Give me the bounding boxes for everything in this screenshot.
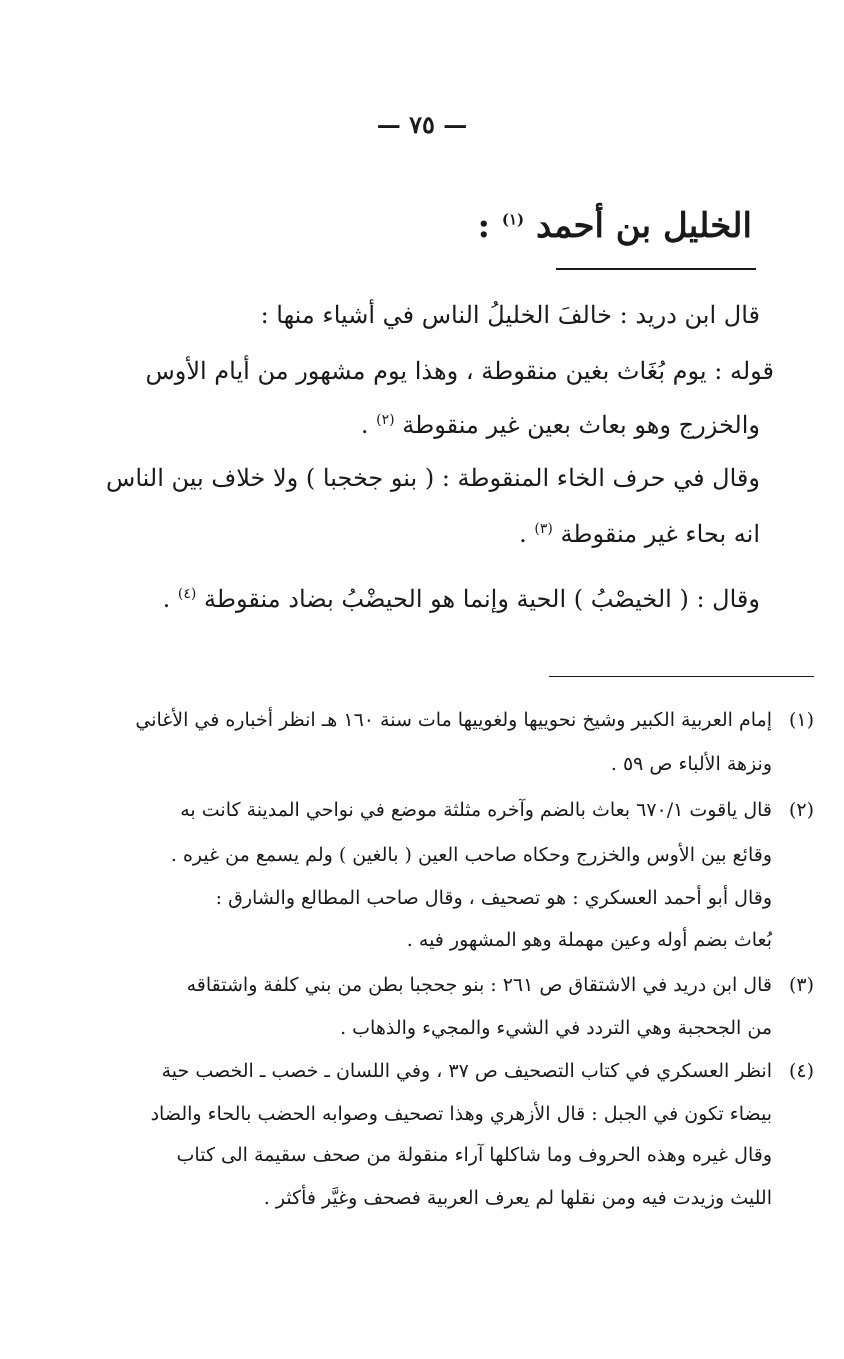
title-footnote-marker: (١) xyxy=(501,210,525,229)
footnote-2-line-3: وقال أبو أحمد العسكري : هو تصحيف ، وقال صاحب المطالع والشارق : xyxy=(215,887,772,909)
footnote-2-line-4: بُعاث بضم أوله وعين مهملة وهو المشهور فيه . xyxy=(406,929,772,951)
body-line-3-text: والخزرج وهو بعاث بعين غير منقوطة xyxy=(402,411,760,439)
body-line-6 xyxy=(163,577,760,616)
footnote-3-line-2: من الجحجبة وهي التردد في الشيء والمجيء والذهاب . xyxy=(340,1017,772,1039)
body-line-5-text: انه بحاء غير منقوطة xyxy=(560,520,760,548)
footnote-4-line-4: الليث وزيدت فيه ومن نقلها لم يعرف العربية فصحف وغيَّر فأكثر . xyxy=(263,1187,772,1209)
section-title xyxy=(477,206,752,246)
footnote-1-line-2: ونزهة الألباء ص ٥٩ . xyxy=(610,753,772,775)
title-colon: : xyxy=(477,206,491,246)
footnote-1-line-1: إمام العربية الكبير وشيخ نحوييها ولغوييها مات سنة ١٦٠ هـ انظر أخباره في الأغاني xyxy=(135,709,772,731)
page-number: — ٧٥ — xyxy=(376,110,468,139)
footnote-ref-2: (٢) xyxy=(376,412,395,428)
body-line-2: قوله : يوم بُغَاث بغين منقوطة ، وهذا يوم مشهور من أيام الأوس xyxy=(145,357,774,385)
body-line-6-text: وقال : ( الخيصْبُ ) الحية وإنما هو الحيضْبُ بضاد منقوطة xyxy=(204,585,760,613)
title-text: الخليل بن أحمد xyxy=(535,206,752,246)
footnote-1-number: (١) xyxy=(788,709,814,731)
body-line-3 xyxy=(361,403,760,442)
body-line-4: وقال في حرف الخاء المنقوطة : ( بنو جخجبا ) ولا خلاف بين الناس xyxy=(106,464,760,492)
footnote-3-line-1: قال ابن دريد في الاشتقاق ص ٢٦١ : بنو جحجبا بطن من بني كلفة واشتقاقه xyxy=(186,974,772,996)
footnote-4-number: (٤) xyxy=(788,1060,814,1082)
body-line-6-end: . xyxy=(162,585,171,613)
footnote-4-line-2: بيضاء تكون في الجبل : قال الأزهري وهذا تصحيف وصوابه الحضب بالحاء والضاد xyxy=(150,1103,772,1125)
footnote-2-line-1: قال ياقوت ٦٧٠/١ بعاث بالضم وآخره مثلثة موضع في نواحي المدينة كانت به xyxy=(180,799,772,821)
body-line-1: قال ابن دريد : خالفَ الخليلُ الناس في أشياء منها : xyxy=(260,301,760,329)
footnote-3-number: (٣) xyxy=(788,974,814,996)
body-line-3-end: . xyxy=(360,411,369,439)
footnote-ref-4: (٤) xyxy=(177,586,197,602)
footnote-separator xyxy=(549,676,814,677)
footnote-4-line-1: انظر العسكري في كتاب التصحيف ص ٣٧ ، وفي اللسان ـ خصب ـ الخصب حية xyxy=(161,1060,772,1082)
footnote-4-line-3: وقال غيره وهذه الحروف وما شاكلها آراء منقولة من صحف سقيمة الى كتاب xyxy=(176,1144,772,1166)
title-underline xyxy=(556,268,756,270)
body-line-5-end: . xyxy=(519,520,527,548)
footnote-ref-3: (٣) xyxy=(534,521,553,537)
footnote-2-line-2: وقائع بين الأوس والخزرج وحكاه صاحب العين ( بالغين ) ولم يسمع من غيره . xyxy=(170,844,772,866)
footnote-2-number: (٢) xyxy=(788,799,814,821)
body-line-5 xyxy=(519,512,760,551)
